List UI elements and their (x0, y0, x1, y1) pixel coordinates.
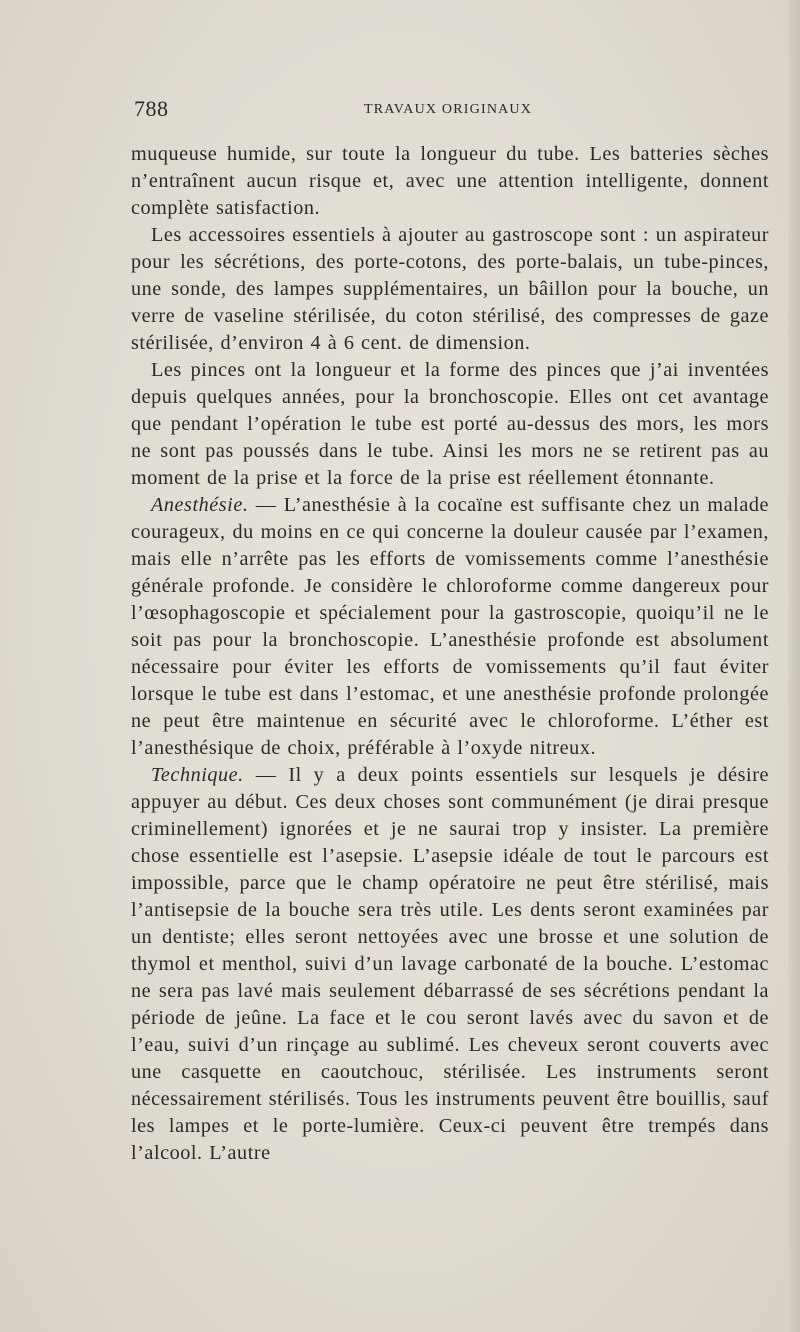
paragraph-1: muqueuse humide, sur toute la longueur du tube. Les batteries sèches n’entraînent aucun risque et, avec une attention intelligente, donnent complète satisfaction. (131, 143, 769, 219)
section-heading-technique: Technique. (151, 764, 244, 786)
page-edge-shadow (788, 0, 800, 1332)
paragraph-2: Les accessoires essentiels à ajouter au gastroscope sont : un aspirateur pour les sécrétions, des porte-cotons, des porte-balais, un tube-pinces, une sonde, des lampes supplémentaires, un bâillon pour la bouche, un verre de vaseline stérilisée, du coton stérilisé, des compresses de gaze stérilisée, d’environ 4 à 6 cent. de dimension. (131, 224, 769, 354)
page-header (134, 96, 770, 126)
paragraph-anesthesie (131, 492, 769, 762)
paragraph-anesthesie-text: — L’anesthésie à la cocaïne est suffisante chez un malade courageux, du moins en ce qui concerne la douleur causée par l’examen, mais elle n’arrête pas les efforts de vomissements comme l’anesthésie générale profonde. Je considère le chloroforme comme dangereux pour l’œsophagoscopie et spécialement pour la gastroscopie, quoiqu’il ne le soit pas pour la bronchoscopie. L’anesthésie profonde est absolument nécessaire pour éviter les efforts de vomissements qu’il faut éviter lorsque le tube est dans l’estomac, et une anesthésie profonde prolongée ne peut être maintenue en sécurité avec le chloroforme. L’éther est l’anesthésique de choix, préférable à l’oxyde nitreux. (131, 494, 769, 759)
body-text (131, 141, 769, 1167)
running-head: TRAVAUX ORIGINAUX (364, 102, 533, 117)
paragraph-3: Les pinces ont la longueur et la forme des pinces que j’ai inventées depuis quelques années, pour la bronchoscopie. Elles ont cet avantage que pendant l’opération le tube est porté au-dessus des mors, les mors ne sont pas poussés dans le tube. Ainsi les mors ne se retirent pas au moment de la prise et la force de la prise est réellement étonnante. (131, 359, 769, 489)
paragraph-technique (131, 762, 769, 1167)
section-heading-anesthesie: Anesthésie. (151, 494, 249, 516)
page-number: 788 (134, 96, 169, 121)
paragraph-technique-text: — Il y a deux points essentiels sur lesquels je désire appuyer au début. Ces deux choses sont communément (je dirai presque criminellement) ignorées et je ne saurai trop y insister. La première chose essentielle est l’asepsie. L’asepsie idéale de tout le parcours est impossible, parce que le champ opératoire ne peut être stérilisé, mais l’antisepsie de la bouche sera très utile. Les dents seront examinées par un dentiste; elles seront nettoyées avec une brosse et une solution de thymol et menthol, suivi d’un lavage carbonaté de la bouche. L’estomac ne sera pas lavé mais seulement débarrassé de ses sécrétions pendant la période de jeûne. La face et le cou seront lavés avec du savon et de l’eau, suivi d’un rinçage au sublimé. Les cheveux seront couverts avec une casquette en caoutchouc, stérilisée. Les instruments seront nécessairement stérilisés. Tous les instruments peuvent être bouillis, sauf les lampes et le porte-lumière. Ceux-ci peuvent être trempés dans l’alcool. L’autre (131, 764, 769, 1164)
